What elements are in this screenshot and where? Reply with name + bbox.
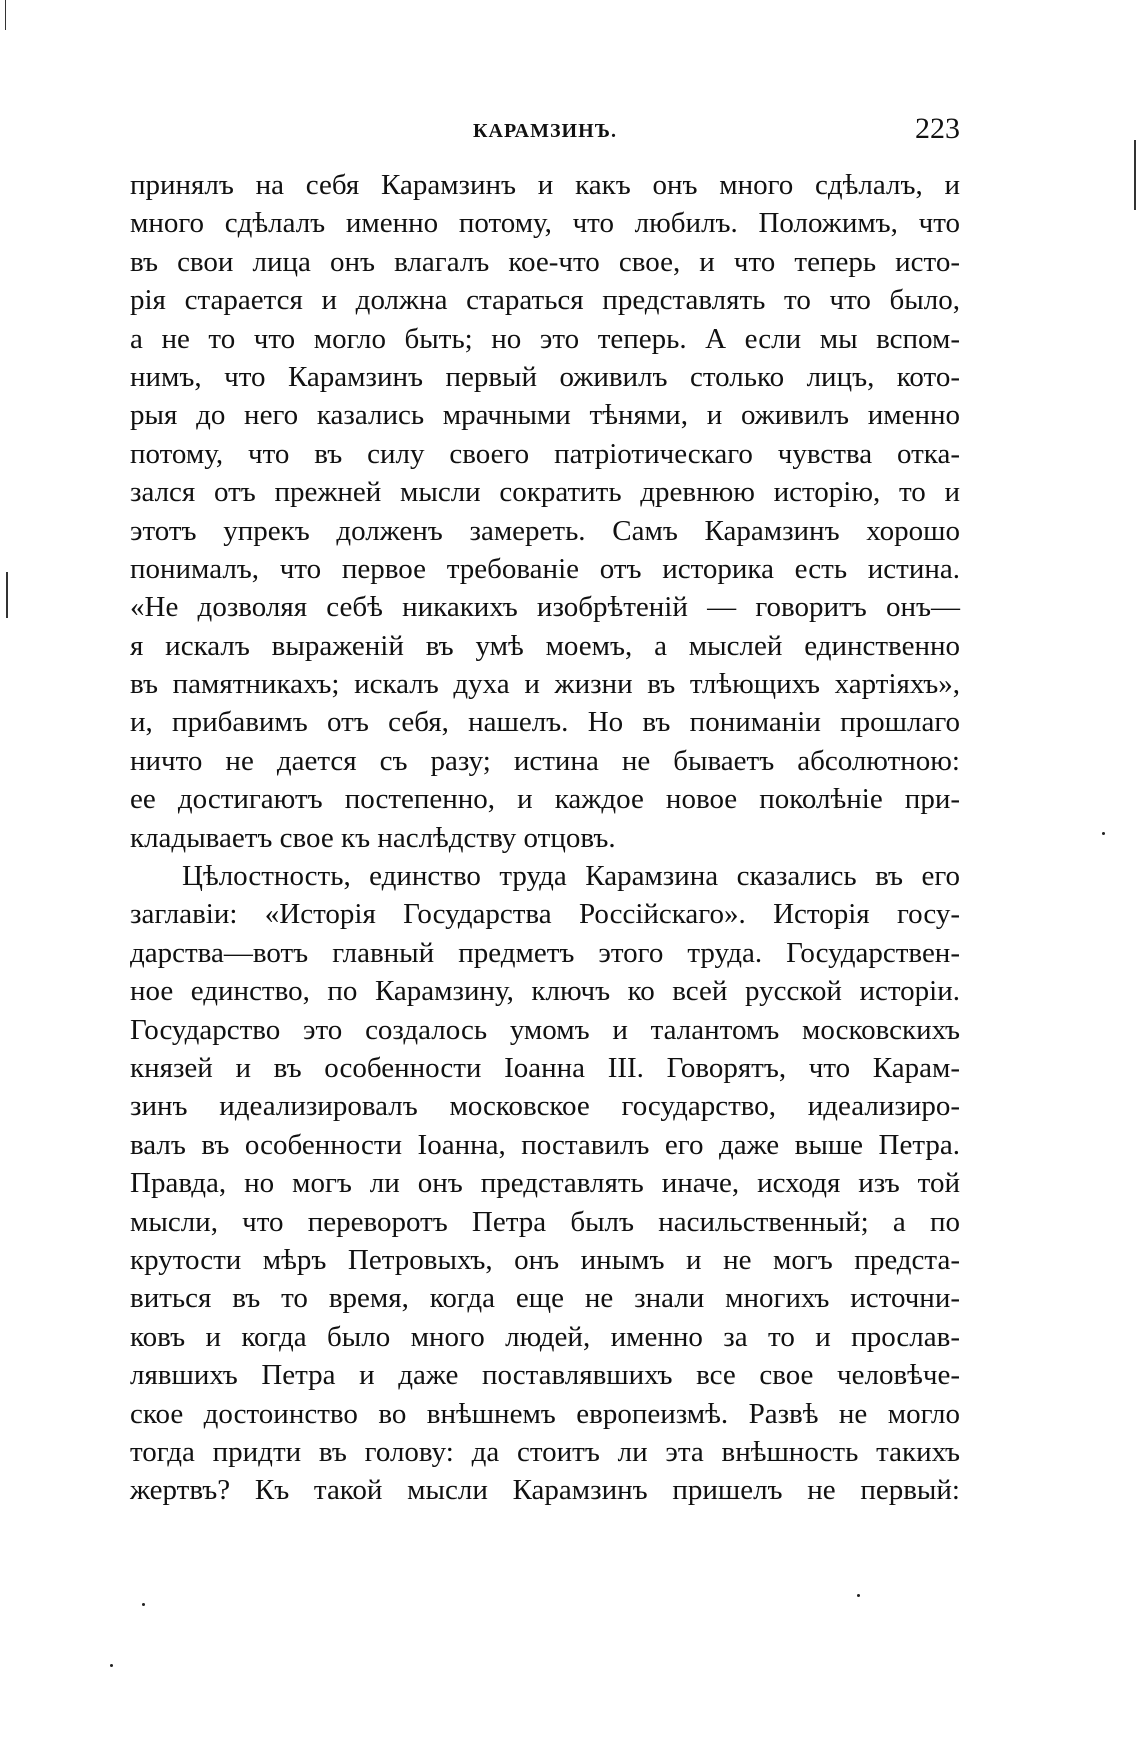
scan-speck <box>857 1594 860 1597</box>
right-margin-scan-mark <box>1134 140 1136 210</box>
text-line: ничто не дается съ разу; истина не бываетъ абсолютною: <box>130 744 960 777</box>
text-line: и, прибавимъ отъ себя, нашелъ. Но въ пониманіи прошлаго <box>130 706 960 739</box>
text-line: ское достоинство во внѣшнемъ европеизмѣ. Развѣ не могло <box>130 1397 960 1430</box>
scan-speck <box>110 1664 113 1667</box>
text-line: рыя до него казались мрачными тѣнями, и оживилъ именно <box>130 399 960 432</box>
text-line: валъ въ особенности Іоанна, поставилъ его даже выше Петра. <box>130 1128 960 1161</box>
text-line: этотъ упрекъ долженъ замереть. Самъ Карамзинъ хорошо <box>130 514 960 547</box>
paragraph-1 <box>130 166 960 857</box>
text-line: тогда придти въ голову: да стоитъ ли эта внѣшность такихъ <box>130 1435 960 1468</box>
text-line: рія старается и должна стараться представлять то что было, <box>130 284 960 317</box>
text-line: Правда, но могъ ли онъ представлять иначе, исходя изъ той <box>130 1167 960 1200</box>
text-line: ное единство, по Карамзину, ключъ ко всей русской исторіи. <box>130 975 960 1008</box>
text-line: «Не дозволяя себѣ никакихъ изобрѣтеній — говоритъ онъ— <box>130 591 960 624</box>
text-line: мысли, что переворотъ Петра былъ насильственный; а по <box>130 1205 960 1238</box>
left-margin-scan-mark <box>5 0 6 30</box>
left-margin-scan-mark <box>6 572 8 618</box>
body-text <box>130 166 960 1510</box>
scan-speck <box>142 1603 145 1606</box>
running-head <box>130 112 960 152</box>
text-line: въ свои лица онъ влагалъ кое-что свое, и что теперь исто- <box>130 245 960 278</box>
text-line: нимъ, что Карамзинъ первый оживилъ столько лицъ, кото- <box>130 360 960 393</box>
text-line: жертвъ? Къ такой мысли Карамзинъ пришелъ не первый: <box>130 1474 960 1507</box>
paragraph-2 <box>130 857 960 1510</box>
text-line: зинъ идеализировалъ московское государство, идеализиро- <box>130 1090 960 1123</box>
page-number: 223 <box>915 112 960 145</box>
text-line: кладываетъ свое къ наслѣдству отцовъ. <box>130 821 616 854</box>
text-line: ковъ и когда было много людей, именно за то и прослав- <box>130 1320 960 1353</box>
text-line: потому, что въ силу своего патріотическаго чувства отка- <box>130 437 960 470</box>
text-line: зался отъ прежней мысли сократить древнюю исторію, то и <box>130 476 960 509</box>
text-line: виться въ то время, когда еще не знали многихъ источни- <box>130 1282 960 1315</box>
text-line: заглавіи: «Исторія Государства Россійскаго». Исторія госу- <box>130 898 960 931</box>
text-line: крутости мѣръ Петровыхъ, онъ инымъ и не могъ предста- <box>130 1243 960 1276</box>
text-line: много сдѣлалъ именно потому, что любилъ. Положимъ, что <box>130 207 960 240</box>
text-line: въ памятникахъ; искалъ духа и жизни въ тлѣющихъ хартіяхъ», <box>130 668 960 701</box>
text-line: принялъ на себя Карамзинъ и какъ онъ много сдѣлалъ, и <box>130 169 960 201</box>
text-line: Государство это создалось умомъ и талантомъ московскихъ <box>130 1013 960 1046</box>
text-line: я искалъ выраженій въ умѣ моемъ, а мыслей единственно <box>130 629 960 662</box>
scan-speck <box>1102 832 1105 835</box>
text-line: лявшихъ Петра и даже поставлявшихъ все свое человѣче- <box>130 1359 960 1392</box>
running-title: КАРАМЗИНЪ. <box>473 120 617 142</box>
text-line: князей и въ особенности Іоанна III. Говорятъ, что Карам- <box>130 1051 960 1084</box>
text-line: понималъ, что первое требованіе отъ историка есть истина. <box>130 552 960 585</box>
text-line: дарства—вотъ главный предметъ этого труда. Государствен- <box>130 936 960 969</box>
text-line: ее достигаютъ постепенно, и каждое новое поколѣніе при- <box>130 783 960 816</box>
text-line: а не то что могло быть; но это теперь. А если мы вспом- <box>130 322 960 355</box>
text-line: Цѣлостность, единство труда Карамзина сказались въ его <box>182 860 960 893</box>
